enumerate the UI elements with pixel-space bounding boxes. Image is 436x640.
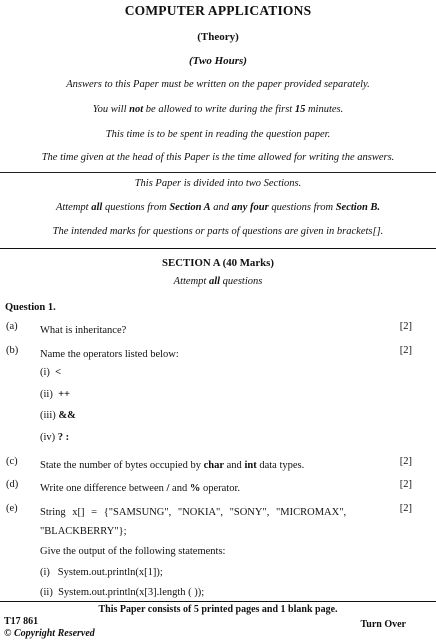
section-title: SECTION A (40 Marks) [162, 257, 274, 269]
paper-title: COMPUTER APPLICATIONS [124, 3, 312, 18]
part-text: Name the operators listed below: [40, 349, 179, 360]
part-label: (c) [6, 456, 18, 467]
section-subtitle: Attempt all questions [173, 276, 263, 287]
question-heading: Question 1. [5, 302, 56, 313]
instruction-line: The time given at the head of this Paper is the time allowed for writing the answers. [41, 152, 395, 163]
turn-over-label: Turn Over [360, 619, 406, 630]
instruction-line: You will not be allowed to write during the first 15 minutes. [92, 104, 344, 115]
part-text: State the number of bytes occupied by char and int data types. [40, 460, 305, 471]
part-text: Write one difference between / and % operator. [40, 483, 240, 494]
operator-symbol: ++ [58, 389, 71, 400]
part-marks: [2] [399, 479, 412, 490]
part-label: (a) [6, 321, 18, 332]
paper-subtitle: (Theory) [197, 31, 239, 43]
operator-label: (iii) [40, 410, 56, 421]
operator-label: (ii) [40, 389, 53, 400]
operator-label: (iv) [40, 432, 56, 443]
divider [0, 601, 436, 602]
operator-item [40, 410, 76, 421]
sections-note: This Paper is divided into two Sections. [134, 178, 302, 189]
output-prompt: Give the output of the following statements: [40, 546, 226, 557]
part-label: (b) [6, 345, 19, 356]
pages-note: This Paper consists of 5 printed pages and 1 blank page. [98, 604, 338, 615]
paper-duration: (Two Hours) [189, 55, 247, 67]
code-statement: (ii) System.out.println(x[3].length ( )); [40, 587, 205, 598]
part-text: String x[] = {"SAMSUNG", "NOKIA", "SONY", "MICROMAX", "BLACKBERRY"}; [40, 507, 347, 537]
code-statement: (i) System.out.println(x[1]); [40, 567, 163, 578]
sections-note: The intended marks for questions or parts of questions are given in brackets[]. [52, 226, 384, 237]
operator-item [40, 389, 70, 400]
part-text: What is inheritance? [40, 325, 127, 336]
part-marks: [2] [399, 321, 412, 332]
part-marks: [2] [399, 345, 412, 356]
part-marks: [2] [399, 503, 412, 514]
operator-item [40, 367, 61, 378]
operator-item [40, 432, 69, 443]
operator-label: (i) [40, 367, 50, 378]
operator-symbol: ? : [57, 432, 70, 443]
divider [0, 248, 436, 249]
part-label: (d) [6, 479, 19, 490]
instruction-line: This time is to be spent in reading the question paper. [105, 129, 331, 140]
instruction-line: Answers to this Paper must be written on the paper provided separately. [66, 79, 370, 90]
sections-note: Attempt all questions from Section A and any four questions from Section B. [55, 202, 381, 213]
divider [0, 172, 436, 173]
operator-symbol: && [58, 410, 76, 421]
part-label: (e) [6, 503, 18, 514]
paper-code: T17 861 [4, 616, 39, 627]
operator-symbol: < [55, 367, 62, 378]
part-marks: [2] [399, 456, 412, 467]
copyright-note: © Copyright Reserved [4, 628, 95, 639]
